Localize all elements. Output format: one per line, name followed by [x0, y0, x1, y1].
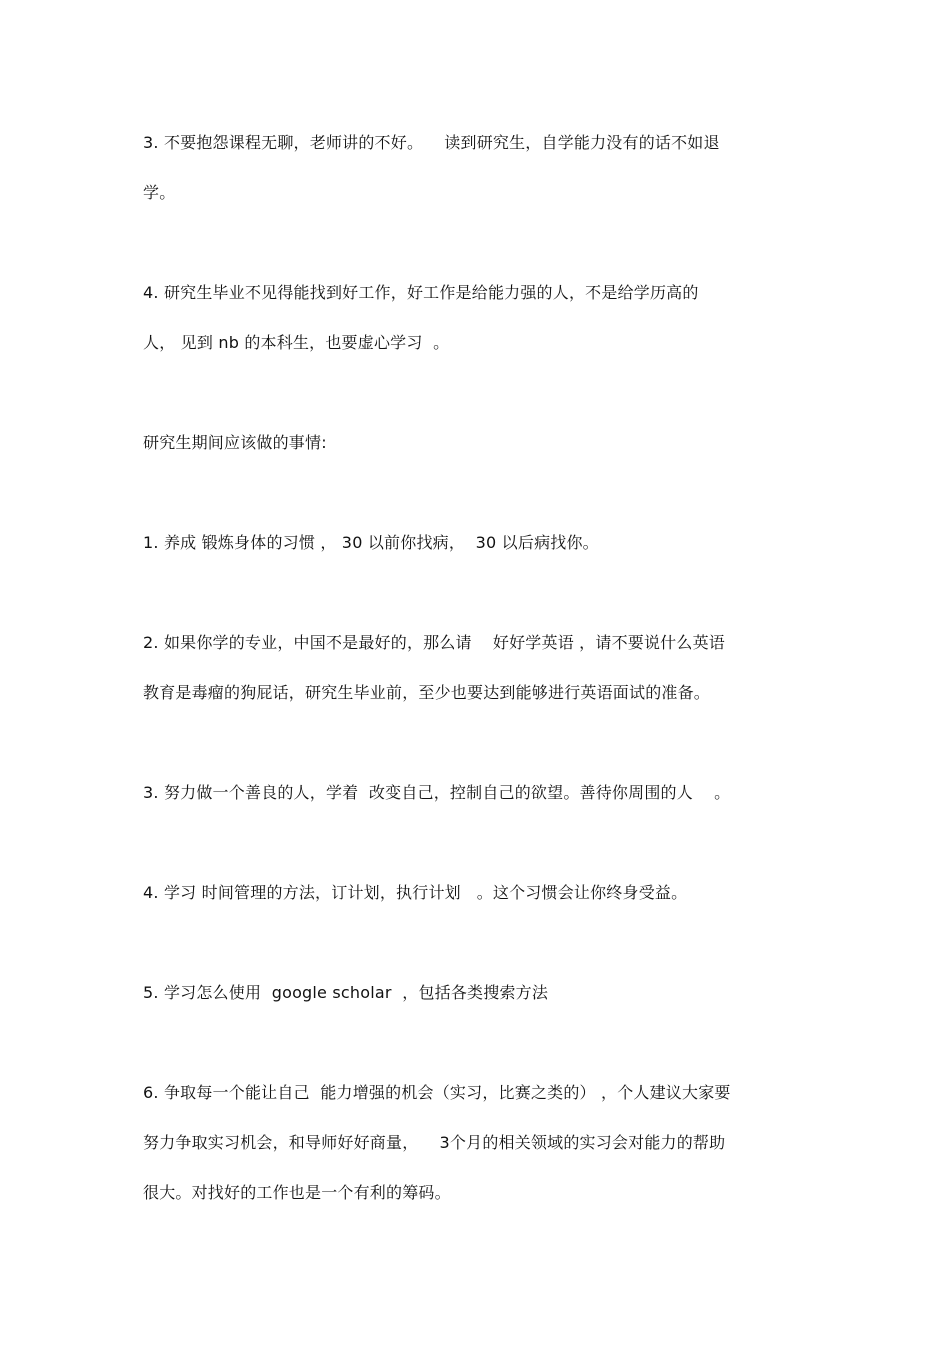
text-line: 4. 研究生毕业不见得能找到好工作，好工作是给能力强的人，不是给学历高的 [143, 283, 699, 302]
text-line: 人， 见到 nb 的本科生，也要虚心学习 。 [143, 333, 450, 352]
text-line: 3. 不要抱怨课程无聊，老师讲的不好。 读到研究生，自学能力没有的话不如退 [143, 133, 720, 152]
text-line: 1. 养成 锻炼身体的习惯 ， 30 以前你找病， 30 以后病找你。 [143, 533, 599, 552]
text-line: 努力争取实习机会，和导师好好商量， 3个月的相关领域的实习会对能力的帮助 [143, 1133, 726, 1152]
text-line: 2. 如果你学的专业，中国不是最好的，那么请 好好学英语 ，请不要说什么英语 [143, 633, 725, 652]
text-line: 3. 努力做一个善良的人，学着 改变自己，控制自己的欲望。善待你周围的人 。 [143, 783, 731, 802]
text-line: 很大。对找好的工作也是一个有利的筹码。 [143, 1183, 451, 1202]
text-line: 4. 学习 时间管理的方法，订计划，执行计划 。这个习惯会让你终身受益。 [143, 883, 688, 902]
section-heading: 研究生期间应该做的事情: [143, 433, 327, 452]
text-line: 5. 学习怎么使用 google scholar ，包括各类搜索方法 [143, 983, 549, 1002]
text-line: 教育是毒瘤的狗屁话，研究生毕业前，至少也要达到能够进行英语面试的准备。 [143, 683, 711, 702]
text-line: 6. 争取每一个能让自己 能力增强的机会（实习，比赛之类的） ，个人建议大家要 [143, 1083, 731, 1102]
text-line: 学。 [143, 183, 176, 202]
